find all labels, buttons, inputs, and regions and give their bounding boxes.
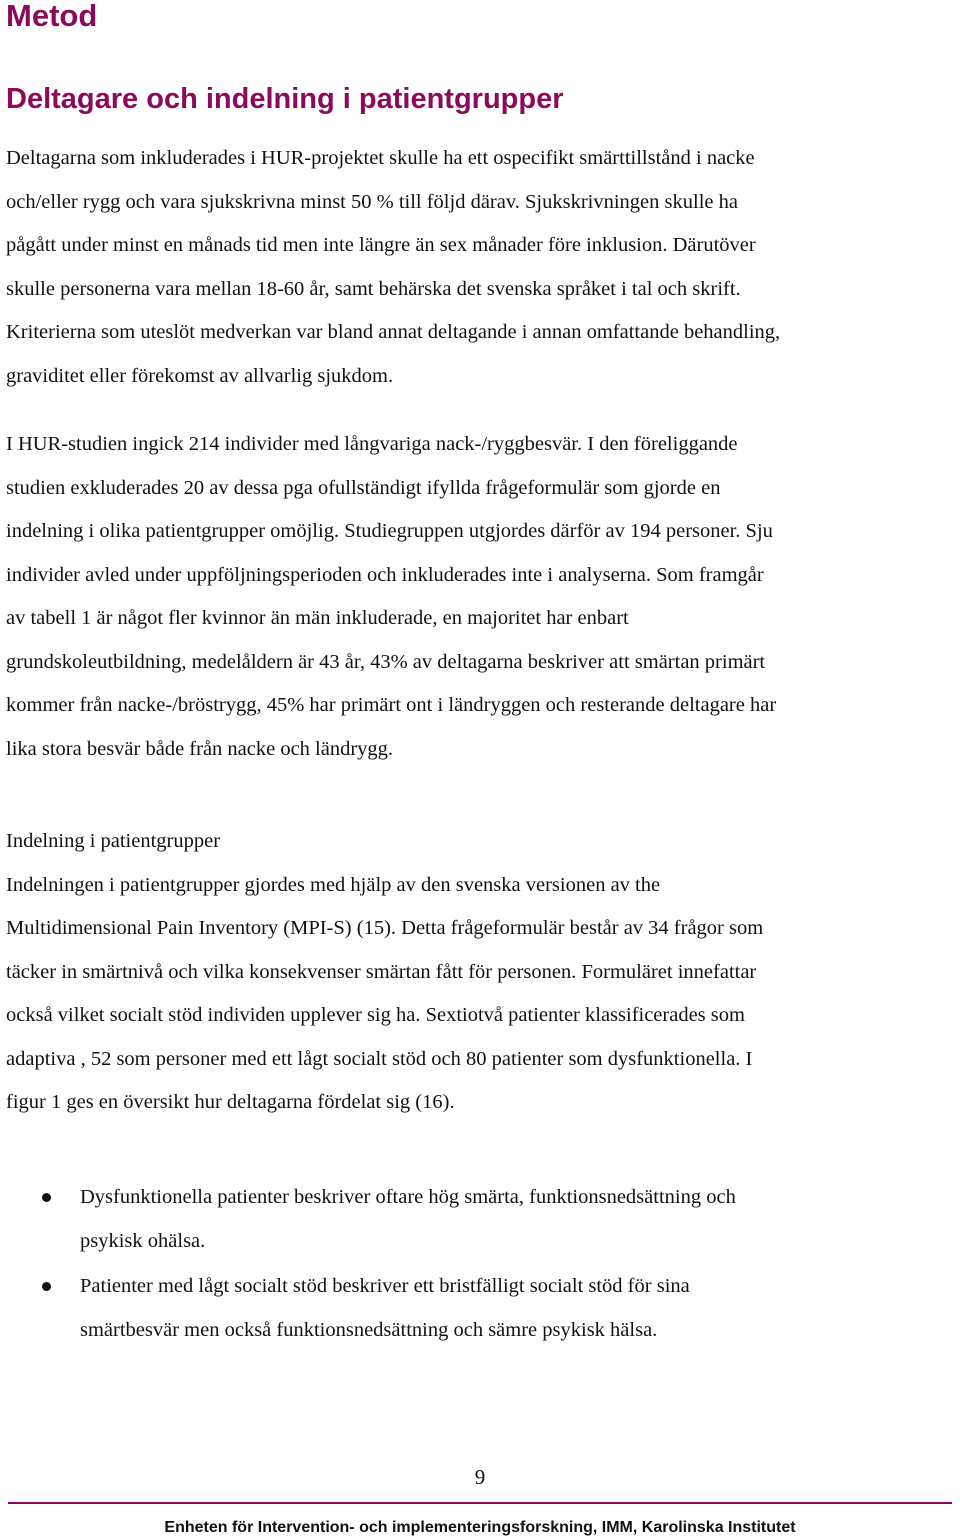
page-number: 9 [474, 1465, 486, 1489]
text-line: av tabell 1 är något fler kvinnor än män inkluderade, en majoritet har enbart [6, 607, 629, 629]
paragraph-patient-groups [6, 820, 956, 1125]
text-line: graviditet eller förekomst av allvarlig sjukdom. [6, 364, 394, 387]
list-item [0, 1176, 950, 1263]
bullet-list [0, 1176, 950, 1354]
text-line: Deltagarna som inkluderades i HUR-projektet skulle ha ett ospecifikt smärttillstånd i nacke [6, 147, 755, 169]
text-line: lika stora besvär både från nacke och ländrygg. [6, 737, 394, 760]
bullet-icon [42, 1282, 51, 1291]
text-line: Patienter med lågt socialt stöd beskriver ett bristfälligt socialt stöd för sina [80, 1275, 690, 1297]
text-line: Indelningen i patientgrupper gjordes med hjälp av den svenska versionen av the [6, 873, 661, 896]
list-item [0, 1265, 950, 1352]
footer-divider [8, 1502, 952, 1504]
text-line: Kriterierna som uteslöt medverkan var bland annat deltagande i annan omfattande behandling, [6, 321, 781, 343]
text-line: Dysfunktionella patienter beskriver oftare hög smärta, funktionsnedsättning och [80, 1186, 736, 1208]
bullet-icon [42, 1193, 51, 1202]
text-line: smärtbesvär men också funktionsnedsättning och sämre psykisk hälsa. [80, 1318, 658, 1341]
section-heading: Deltagare och indelning i patientgrupper [6, 83, 564, 115]
text-line: skulle personerna vara mellan 18-60 år, samt behärska det svenska språket i tal och skrift. [6, 277, 741, 300]
text-line: pågått under minst en månads tid men inte längre än sex månader före inklusion. Därutöver [6, 234, 756, 256]
text-line: täcker in smärtnivå och vilka konsekvenser smärtan fått för personen. Formuläret innefattar [6, 960, 757, 983]
text-line: studien exkluderades 20 av dessa pga ofullständigt ifyllda frågeformulär som gjorde en [6, 476, 721, 499]
text-line: figur 1 ges en översikt hur deltagarna fördelat sig (16). [6, 1091, 455, 1113]
text-line: och/eller rygg och vara sjukskrivna minst 50 % till följd därav. Sjukskrivningen skulle ha [6, 190, 738, 213]
text-line: psykisk ohälsa. [80, 1229, 206, 1252]
page-title: Metod [6, 0, 98, 33]
footer-institution: Enheten för Intervention- och implementeringsforskning, IMM, Karolinska Institutet [164, 1519, 796, 1536]
paragraph-study-population [6, 423, 956, 771]
text-line: kommer från nacke-/bröstrygg, 45% har primärt ont i ländryggen och resterande deltagare har [6, 694, 777, 716]
text-line: grundskoleutbildning, medelåldern är 43 år, 43% av deltagarna beskriver att smärtan primärt [6, 650, 766, 673]
text-line: Multidimensional Pain Inventory (MPI-S) (15). Detta frågeformulär består av 34 frågor som [6, 917, 764, 939]
subheading: Indelning i patientgrupper [6, 830, 221, 852]
text-line: indelning i olika patientgrupper omöjlig. Studiegruppen utgjordes därför av 194 personer. Sju [6, 520, 773, 542]
paragraph-inclusion-criteria [6, 137, 956, 398]
text-line: adaptiva , 52 som personer med ett lågt socialt stöd och 80 patienter som dysfunktionella. I [6, 1047, 753, 1070]
text-line: också vilket socialt stöd individen upplever sig ha. Sextiotvå patienter klassificerades som [6, 1004, 745, 1026]
text-line: I HUR-studien ingick 214 individer med långvariga nack-/ryggbesvär. I den föreliggande [6, 433, 738, 455]
text-line: individer avled under uppföljningsperioden och inkluderades inte i analyserna. Som framgår [6, 563, 764, 586]
